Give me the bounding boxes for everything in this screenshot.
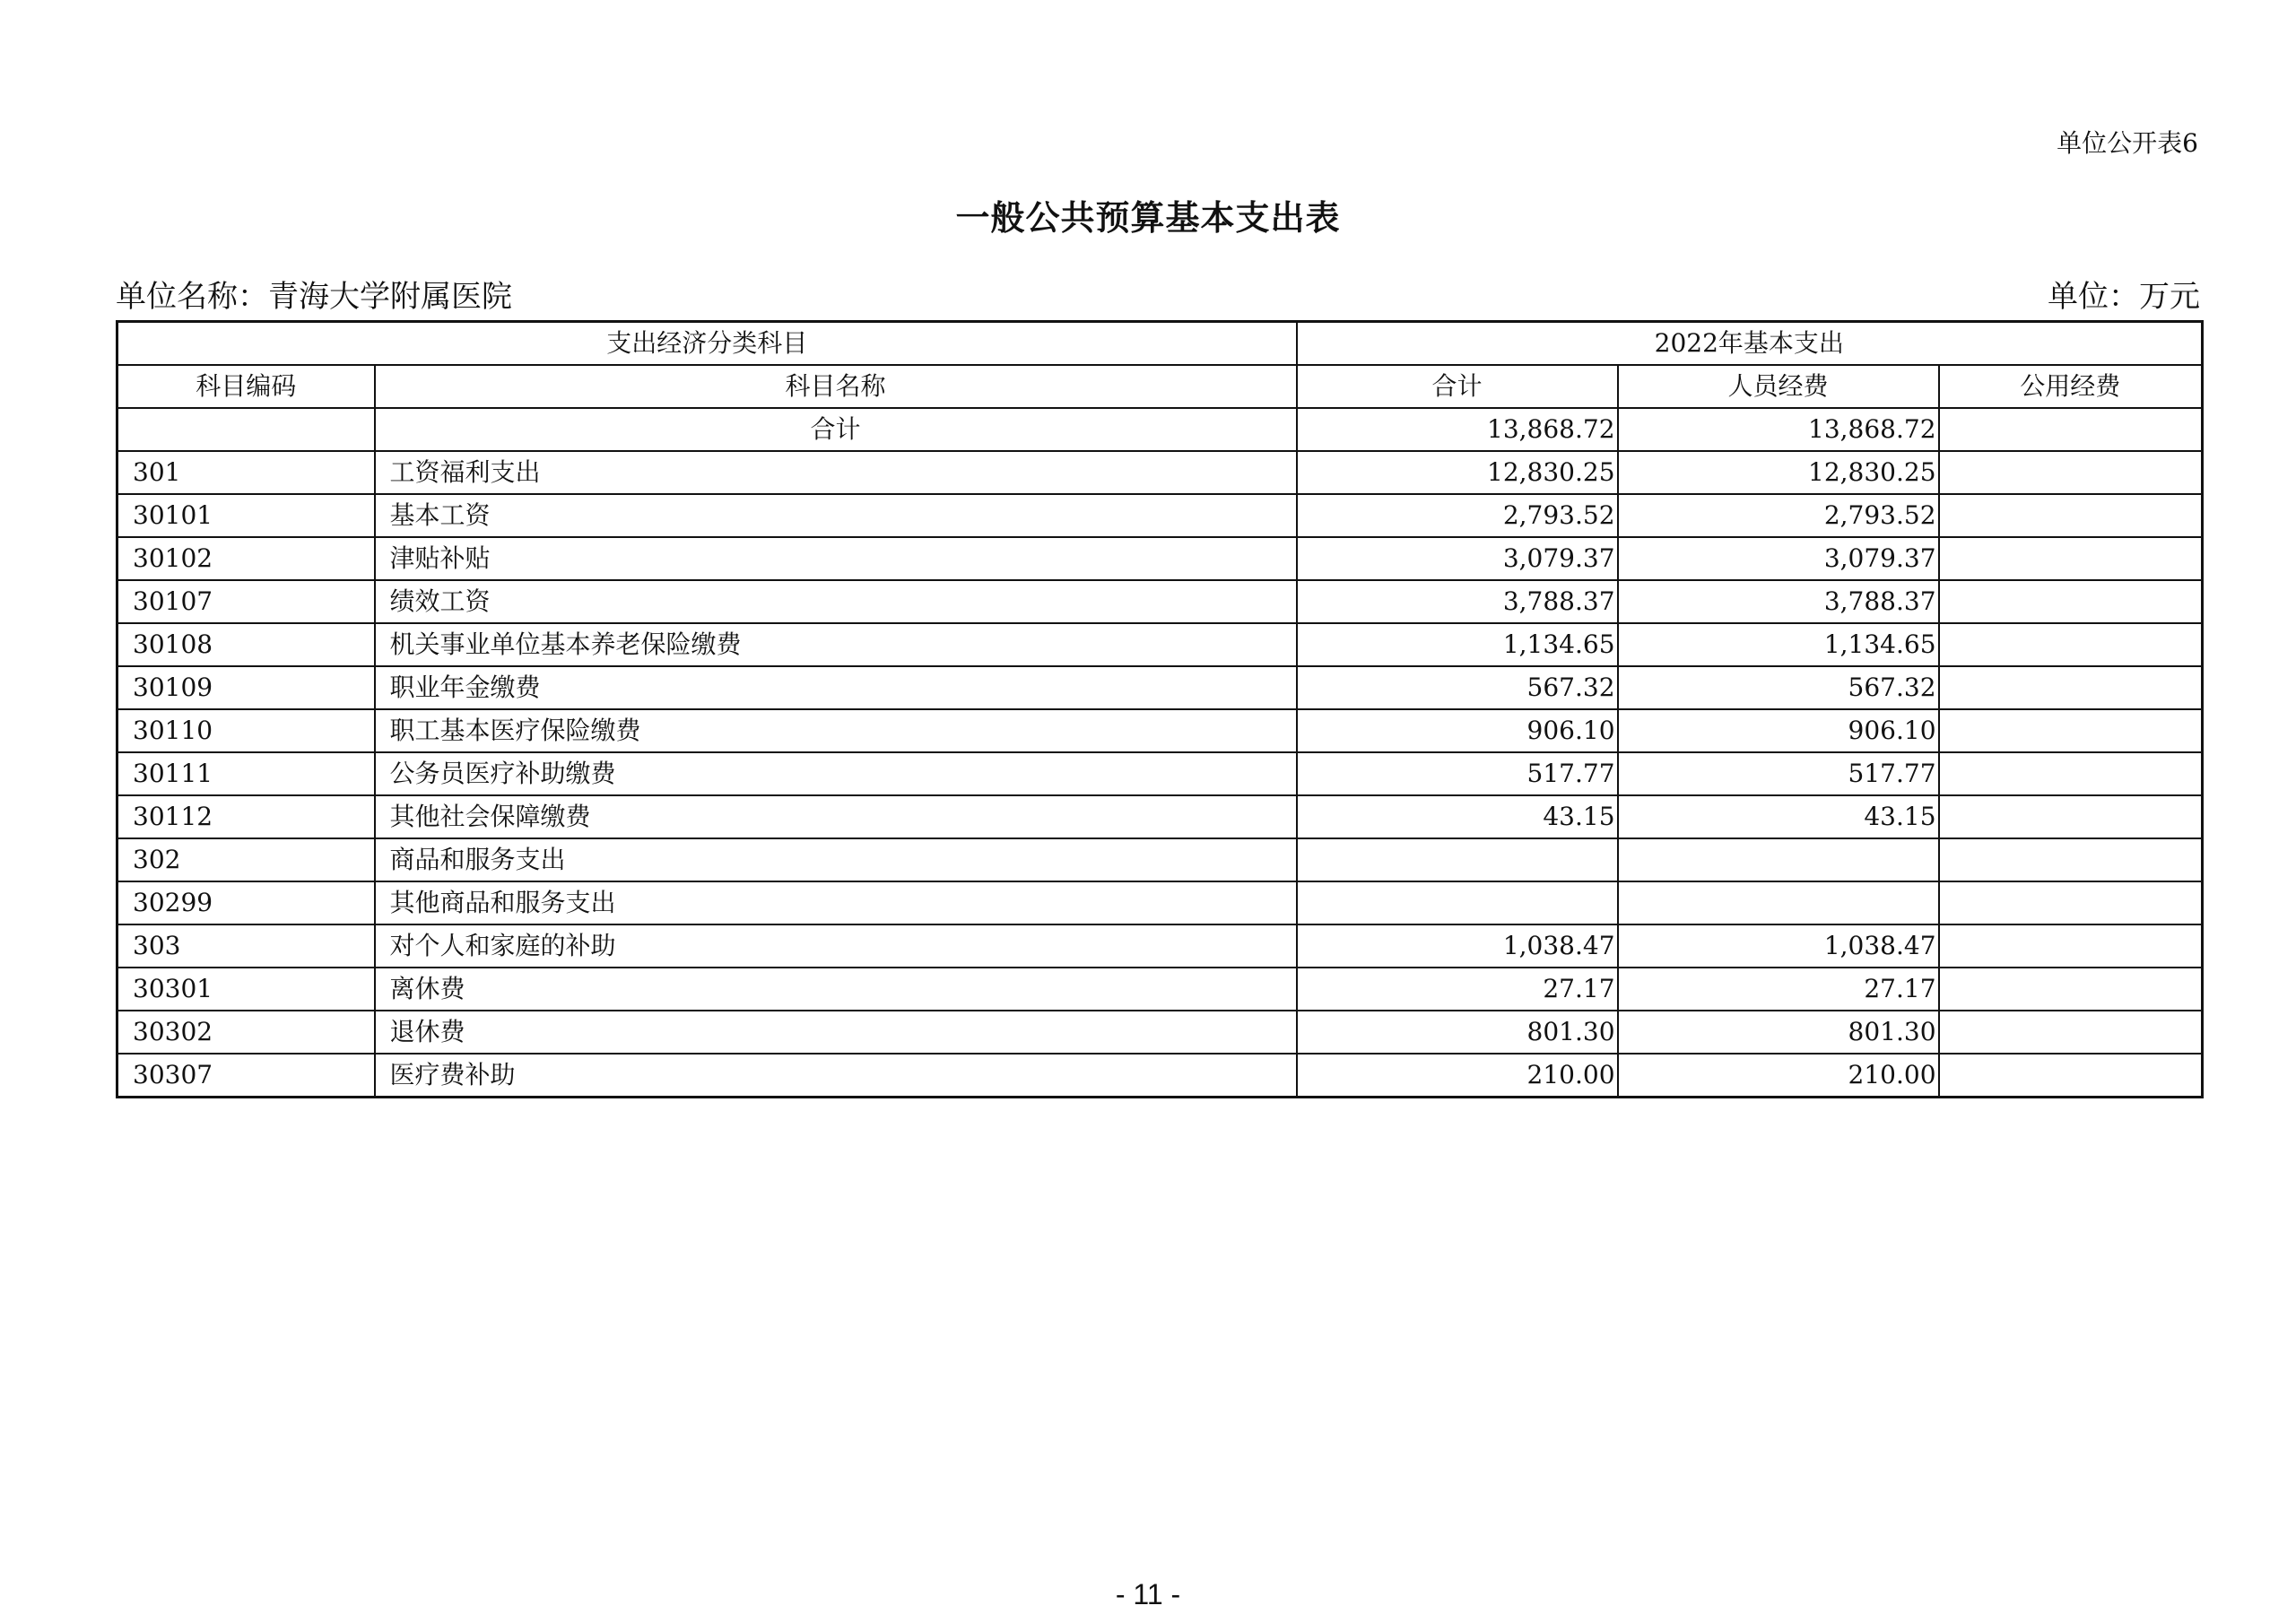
budget-table bbox=[116, 320, 2204, 1098]
column-header-name: 科目名称 bbox=[375, 365, 1297, 408]
cell-name: 合计 bbox=[375, 408, 1297, 451]
cell-public bbox=[1939, 666, 2203, 709]
cell-personnel bbox=[1618, 881, 1939, 924]
table-row bbox=[117, 580, 2203, 623]
cell-name: 职业年金缴费 bbox=[375, 666, 1297, 709]
table-row bbox=[117, 1054, 2203, 1098]
cell-code: 30299 bbox=[117, 881, 375, 924]
document-title: 一般公共预算基本支出表 bbox=[955, 198, 1341, 238]
table-row bbox=[117, 666, 2203, 709]
table-row bbox=[117, 537, 2203, 580]
cell-total: 517.77 bbox=[1297, 752, 1618, 795]
cell-total: 801.30 bbox=[1297, 1011, 1618, 1054]
cell-name: 工资福利支出 bbox=[375, 451, 1297, 494]
cell-code: 30111 bbox=[117, 752, 375, 795]
cell-code: 30302 bbox=[117, 1011, 375, 1054]
cell-total bbox=[1297, 881, 1618, 924]
cell-name: 公务员医疗补助缴费 bbox=[375, 752, 1297, 795]
cell-code: 30301 bbox=[117, 968, 375, 1011]
table-row bbox=[117, 709, 2203, 752]
cell-name: 津贴补贴 bbox=[375, 537, 1297, 580]
cell-personnel: 2,793.52 bbox=[1618, 494, 1939, 537]
organization-label: 单位名称：青海大学附属医院 bbox=[116, 279, 512, 315]
cell-name: 职工基本医疗保险缴费 bbox=[375, 709, 1297, 752]
table-row bbox=[117, 795, 2203, 838]
cell-name: 机关事业单位基本养老保险缴费 bbox=[375, 623, 1297, 666]
cell-public bbox=[1939, 451, 2203, 494]
cell-total: 3,079.37 bbox=[1297, 537, 1618, 580]
cell-personnel: 3,788.37 bbox=[1618, 580, 1939, 623]
cell-public bbox=[1939, 795, 2203, 838]
cell-personnel: 801.30 bbox=[1618, 1011, 1939, 1054]
table-header bbox=[117, 322, 2203, 409]
column-header-total: 合计 bbox=[1297, 365, 1618, 408]
cell-name: 基本工资 bbox=[375, 494, 1297, 537]
cell-personnel: 43.15 bbox=[1618, 795, 1939, 838]
cell-total: 1,134.65 bbox=[1297, 623, 1618, 666]
table-row bbox=[117, 924, 2203, 968]
cell-code: 30101 bbox=[117, 494, 375, 537]
cell-name: 商品和服务支出 bbox=[375, 838, 1297, 881]
group-header-year: 2022年基本支出 bbox=[1297, 322, 2203, 366]
cell-public bbox=[1939, 752, 2203, 795]
column-header-personnel: 人员经费 bbox=[1618, 365, 1939, 408]
cell-total: 567.32 bbox=[1297, 666, 1618, 709]
cell-public bbox=[1939, 924, 2203, 968]
cell-total: 2,793.52 bbox=[1297, 494, 1618, 537]
table-row bbox=[117, 838, 2203, 881]
table-row bbox=[117, 1011, 2203, 1054]
cell-total: 906.10 bbox=[1297, 709, 1618, 752]
cell-code: 30112 bbox=[117, 795, 375, 838]
cell-public bbox=[1939, 881, 2203, 924]
cell-personnel: 210.00 bbox=[1618, 1054, 1939, 1098]
cell-total: 210.00 bbox=[1297, 1054, 1618, 1098]
column-header-code: 科目编码 bbox=[117, 365, 375, 408]
cell-public bbox=[1939, 580, 2203, 623]
cell-public bbox=[1939, 1054, 2203, 1098]
cell-personnel: 27.17 bbox=[1618, 968, 1939, 1011]
table-row-total bbox=[117, 408, 2203, 451]
cell-personnel: 567.32 bbox=[1618, 666, 1939, 709]
table-row bbox=[117, 451, 2203, 494]
cell-public bbox=[1939, 1011, 2203, 1054]
table-row bbox=[117, 623, 2203, 666]
cell-name: 退休费 bbox=[375, 1011, 1297, 1054]
cell-name: 医疗费补助 bbox=[375, 1054, 1297, 1098]
cell-personnel bbox=[1618, 838, 1939, 881]
cell-personnel: 906.10 bbox=[1618, 709, 1939, 752]
cell-public bbox=[1939, 623, 2203, 666]
page-number: - 11 - bbox=[1115, 1578, 1181, 1610]
cell-personnel: 13,868.72 bbox=[1618, 408, 1939, 451]
group-header-category: 支出经济分类科目 bbox=[117, 322, 1297, 366]
cell-total bbox=[1297, 838, 1618, 881]
cell-code: 301 bbox=[117, 451, 375, 494]
cell-name: 对个人和家庭的补助 bbox=[375, 924, 1297, 968]
cell-code: 303 bbox=[117, 924, 375, 968]
meta-row bbox=[116, 276, 2200, 317]
cell-code: 30109 bbox=[117, 666, 375, 709]
cell-public bbox=[1939, 408, 2203, 451]
cell-name: 离休费 bbox=[375, 968, 1297, 1011]
cell-total: 27.17 bbox=[1297, 968, 1618, 1011]
cell-name: 绩效工资 bbox=[375, 580, 1297, 623]
column-header-row bbox=[117, 365, 2203, 408]
group-header-row bbox=[117, 322, 2203, 366]
cell-public bbox=[1939, 838, 2203, 881]
cell-personnel: 1,134.65 bbox=[1618, 623, 1939, 666]
column-header-public: 公用经费 bbox=[1939, 365, 2203, 408]
cell-total: 3,788.37 bbox=[1297, 580, 1618, 623]
cell-name: 其他社会保障缴费 bbox=[375, 795, 1297, 838]
cell-total: 13,868.72 bbox=[1297, 408, 1618, 451]
cell-public bbox=[1939, 968, 2203, 1011]
table-row bbox=[117, 494, 2203, 537]
table-row bbox=[117, 968, 2203, 1011]
cell-personnel: 517.77 bbox=[1618, 752, 1939, 795]
cell-code: 30307 bbox=[117, 1054, 375, 1098]
cell-code: 302 bbox=[117, 838, 375, 881]
table-row bbox=[117, 881, 2203, 924]
cell-name: 其他商品和服务支出 bbox=[375, 881, 1297, 924]
form-number: 单位公开表6 bbox=[2057, 128, 2198, 158]
cell-total: 1,038.47 bbox=[1297, 924, 1618, 968]
cell-public bbox=[1939, 494, 2203, 537]
table-row bbox=[117, 752, 2203, 795]
cell-total: 12,830.25 bbox=[1297, 451, 1618, 494]
cell-personnel: 1,038.47 bbox=[1618, 924, 1939, 968]
cell-personnel: 12,830.25 bbox=[1618, 451, 1939, 494]
cell-total: 43.15 bbox=[1297, 795, 1618, 838]
cell-code bbox=[117, 408, 375, 451]
unit-label: 单位：万元 bbox=[2048, 279, 2200, 315]
cell-code: 30102 bbox=[117, 537, 375, 580]
cell-code: 30110 bbox=[117, 709, 375, 752]
cell-public bbox=[1939, 537, 2203, 580]
cell-code: 30107 bbox=[117, 580, 375, 623]
cell-code: 30108 bbox=[117, 623, 375, 666]
cell-personnel: 3,079.37 bbox=[1618, 537, 1939, 580]
table-body bbox=[117, 408, 2203, 1098]
cell-public bbox=[1939, 709, 2203, 752]
